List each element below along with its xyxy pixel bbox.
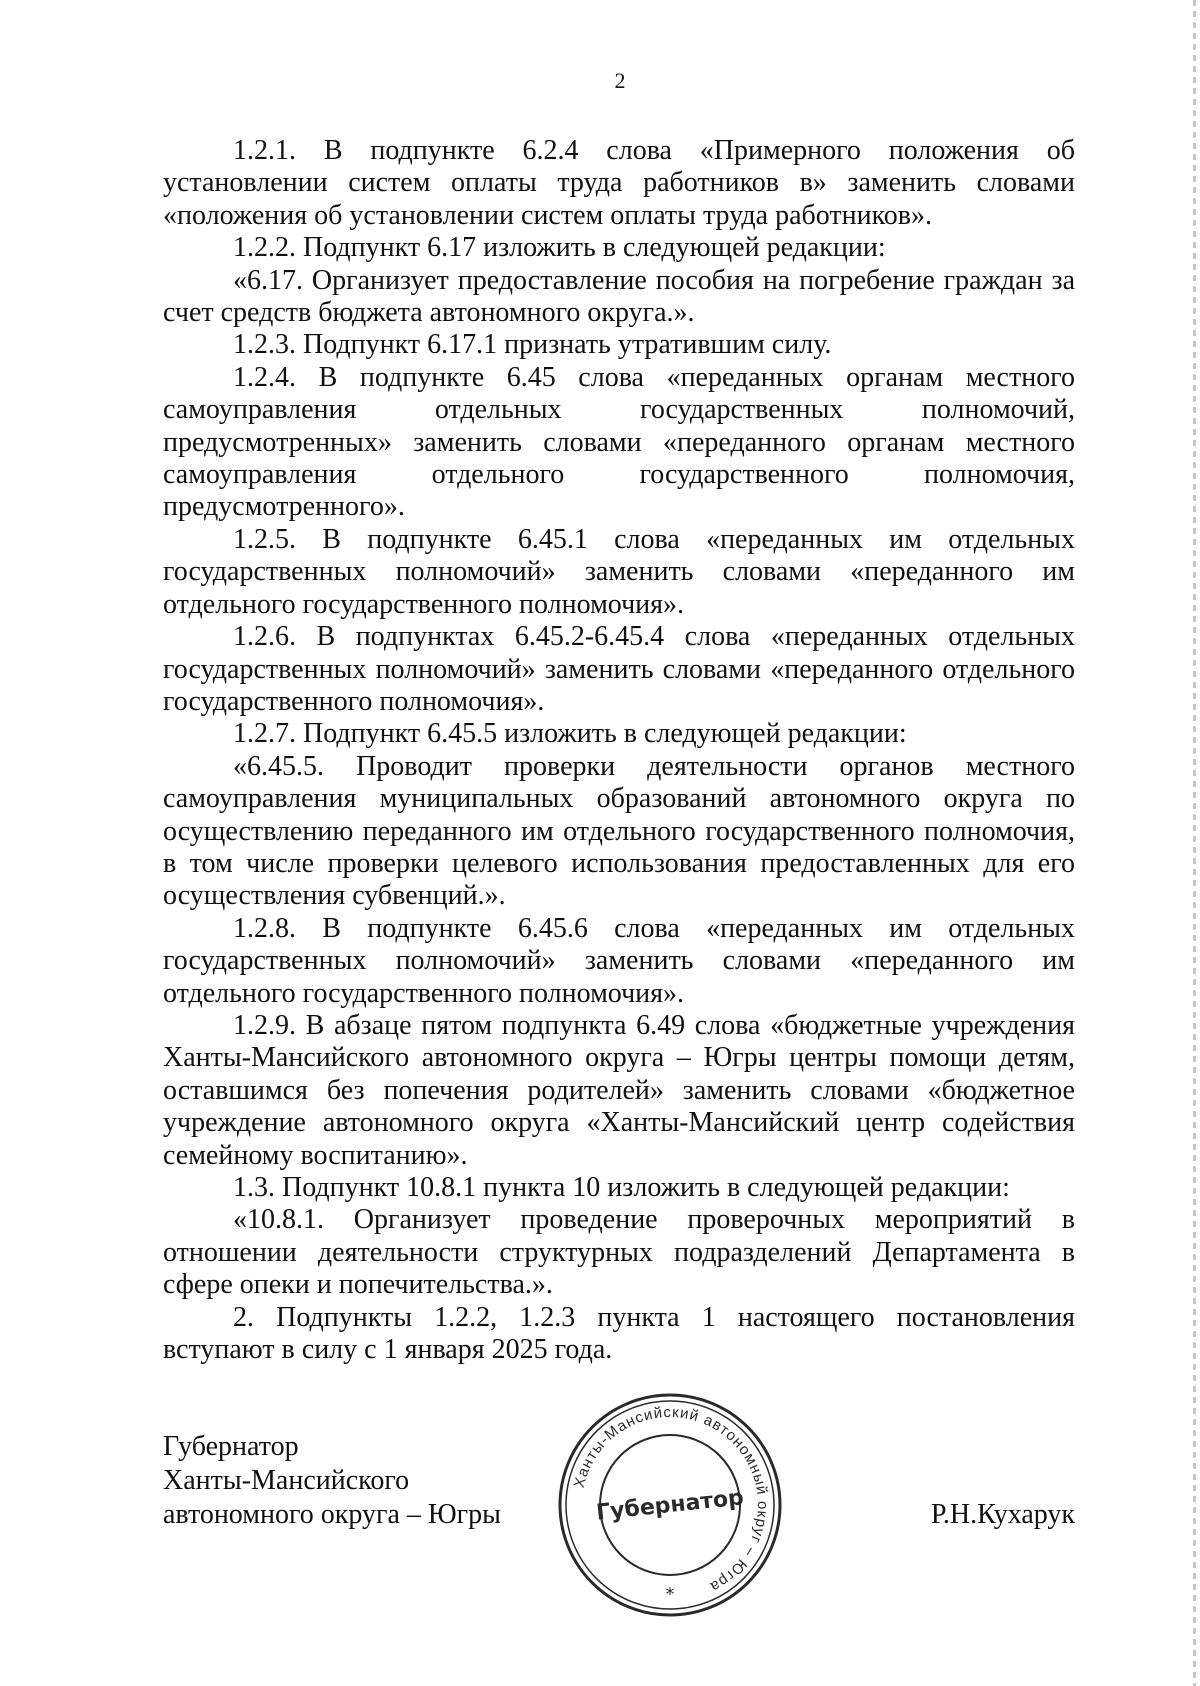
signatory-title-line: автономного округа – Югры <box>163 1499 501 1530</box>
clause-1-2-8: 1.2.8. В подпункте 6.45.6 слова «переданных им отдельных государственных полномочий» заменить словами «переданного им отдельного государственного полномочия». <box>163 912 1075 1009</box>
clause-1-2-6: 1.2.6. В подпунктах 6.45.2-6.45.4 слова «переданных отдельных государственных полномочий» заменить словами «переданного отдельного государственного полномочия». <box>163 621 1075 717</box>
clause-1-2-2: 1.2.2. Подпункт 6.17 изложить в следующей редакции: <box>233 232 886 264</box>
seal-star: * <box>665 1584 675 1605</box>
clause-1-3: 1.3. Подпункт 10.8.1 пункта 10 изложить в следующей редакции: <box>233 1172 1010 1203</box>
signatory-title <box>163 1430 501 1532</box>
clause-1-2-1: 1.2.1. В подпункте 6.2.4 слова «Примерного положения об установлении систем оплаты труда работников в» заменить словами «положения об установлении систем оплаты труда работников». <box>163 135 1075 231</box>
clause-2: 2. Подпункты 1.2.2, 1.2.3 пункта 1 настоящего постановления вступают в силу с 1 января 2025 года. <box>163 1301 1075 1366</box>
page-number: 2 <box>614 68 626 93</box>
clause-6-45-5-text: «6.45.5. Проводит проверки деятельности органов местного самоуправления муниципальных образований автономного округа по осуществлению переданного им отдельного государственного полномочия, в том числе проверки целевого использования предоставленных для его осуществления субвенций.». <box>163 750 1075 912</box>
document-body <box>163 135 1075 1366</box>
clause-1-2-9: 1.2.9. В абзаце пятом подпункта 6.49 слова «бюджетные учреждения Ханты-Мансийского автономного округа – Югры центры помощи детям, оставшимся без попечения родителей» заменить словами «бюджетное учреждение автономного округа «Ханты-Мансийский центр содействия семейному воспитанию». <box>163 1009 1075 1171</box>
signatory-name: Р.Н.Кухарук <box>930 1499 1075 1530</box>
clause-6-17-text: «6.17. Организует предоставление пособия на погребение граждан за счет средств бюджета автономного округа.». <box>163 264 1075 329</box>
official-seal <box>555 1390 785 1620</box>
seal-ring-textpath: Ханты-Мансийский автономный округ – Югра <box>570 1403 772 1596</box>
clause-1-2-4: 1.2.4. В подпункте 6.45 слова «переданных органам местного самоуправления отдельных государственных полномочий, предусмотренных» заменить словами «переданного органам местного самоуправления отдельного государственного полномочия, предусмотренного». <box>163 361 1075 523</box>
clause-10-8-1-text: «10.8.1. Организует проведение проверочных мероприятий в отношении деятельности структурных подразделений Департамента в сфере опеки и попечительства.». <box>163 1204 1075 1301</box>
signatory-title-line: Ханты-Мансийского <box>163 1465 410 1496</box>
seal-center-text: Губернатор <box>595 1485 745 1526</box>
scan-edge-artifact <box>1193 0 1196 1686</box>
clause-1-2-7: 1.2.7. Подпункт 6.45.5 изложить в следующей редакции: <box>233 718 907 750</box>
clause-1-2-5: 1.2.5. В подпункте 6.45.1 слова «переданных им отдельных государственных полномочий» заменить словами «переданного им отдельного государственного полномочия». <box>163 523 1075 620</box>
signatory-title-line: Губернатор <box>163 1431 299 1462</box>
clause-1-2-3: 1.2.3. Подпункт 6.17.1 признать утратившим силу. <box>233 329 832 361</box>
